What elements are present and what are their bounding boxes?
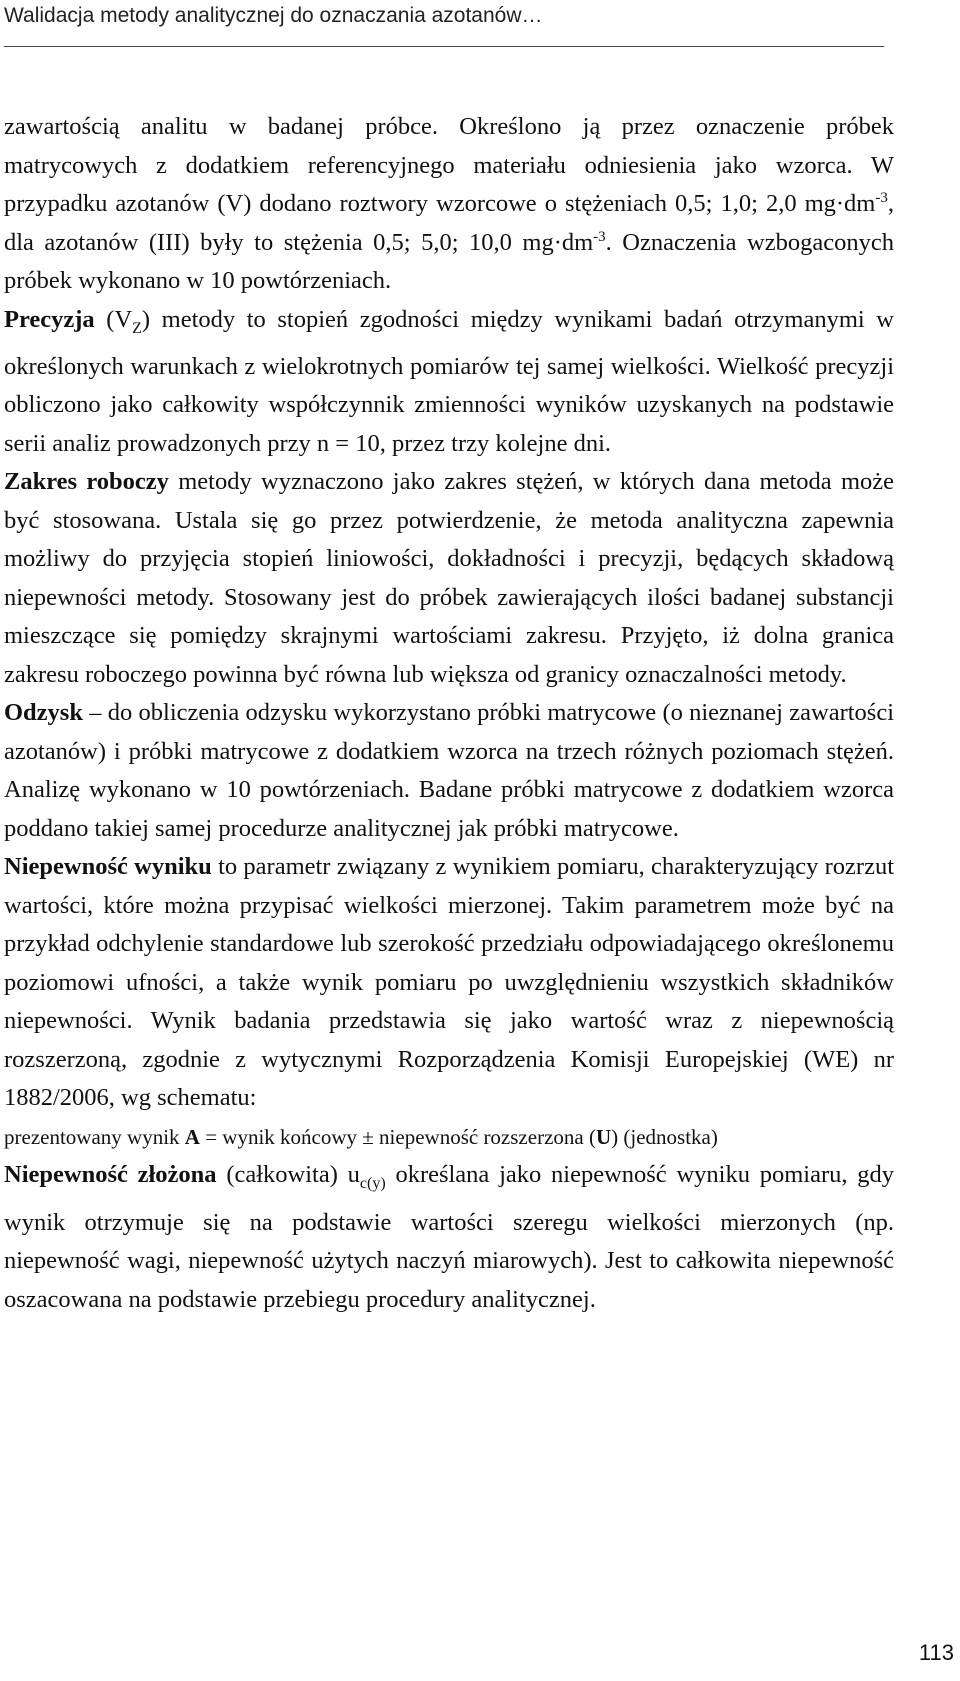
text-run: zawartością analitu w badanej próbce. Określono ją przez oznaczenie próbek matrycowych z dodatkiem referencyjnego materiału odniesienia jako wzorca. W przypadku azotanów (V) dodano roztwory wzorcowe o stężeniach 0,5; 1,0; 2,0 mg·dm: [4, 113, 894, 217]
paragraph-precision: [4, 301, 894, 464]
header-rule: [4, 46, 884, 47]
text-run: to parametr związany z wynikiem pomiaru, charakteryzujący rozrzut wartości, które można przypisać wielkości mierzonej. Takim parametrem może być na przykład odchylenie standardowe lub szerokość przedziału odpowiadającego określonemu poziomowi ufności, a także wynik pomiaru po uwzględnieniu wszystkich składników niepewności. Wynik badania przedstawia się jako wartość wraz z niepewnością rozszerzoną, zgodnie z wytycznymi Rozporządzenia Komisji Europejskiej (WE) nr 1882/2006, wg schematu:: [4, 853, 895, 1112]
text-run: (V: [94, 305, 133, 333]
term-precision: Precyzja: [4, 305, 95, 333]
running-header-title: Walidacja metody analitycznej do oznaczania azotanów…: [4, 4, 543, 27]
text-run: prezentowany wynik: [4, 1124, 185, 1149]
text-run: (całkowita) u: [216, 1161, 360, 1189]
text-run: = wynik końcowy ± niepewność rozszerzona (: [199, 1124, 596, 1149]
term-recovery: Odzysk: [4, 699, 83, 727]
paragraph-spiked-samples: [4, 108, 894, 301]
subscript: Z: [132, 319, 142, 337]
term-working-range: Zakres roboczy: [4, 468, 169, 496]
text-run: ) (jednostka): [611, 1124, 718, 1149]
text-run: – do obliczenia odzysku wykorzystano próbki matrycowe (o nieznanej zawartości azotanów) i próbki matrycowe z dodatkiem wzorca na trzech różnych poziomach stężeń. Analizę wykonano w 10 powtórzeniach. Badane próbki matrycowe z dodatkiem wzorca poddano takiej samej procedurze analitycznej jak próbki matrycowe.: [4, 699, 894, 842]
subscript: c(y): [359, 1175, 386, 1193]
paragraph-combined-uncertainty: [4, 1156, 894, 1319]
text-run: ) metody to stopień zgodności między wynikami badań otrzymanymi w określonych warunkach z wielokrotnych pomiarów tej samej wielkości. Wielkość precyzji obliczono jako całkowity współczynnik zmienności wyników uzyskanych na podstawie serii analiz prowadzonych przy n = 10, przez trzy kolejne dni.: [4, 305, 894, 457]
paragraph-working-range: [4, 463, 894, 694]
text-run: . Oznaczenia wzbogaconych próbek wykonano w 10 powtórzeniach.: [4, 228, 894, 294]
formula-symbol-u: U: [595, 1124, 612, 1149]
result-formula: [4, 1118, 894, 1157]
superscript: -3: [593, 228, 606, 245]
text-run: metody wyznaczono jako zakres stężeń, w których dana metoda może być stosowana. Ustala się go przez potwierdzenie, że metoda analityczna zapewnia możliwy do przyjęcia stopień liniowości, dokładności i precyzji, będących składową niepewności metody. Stosowany jest do próbek zawierających ilości badanej substancji mieszczące się pomiędzy skrajnymi wartościami zakresu. Przyjęto, iż dolna granica zakresu roboczego powinna być równa lub większa od granicy oznaczalności metody.: [4, 468, 894, 688]
term-combined-uncertainty: Niepewność złożona: [4, 1161, 217, 1189]
paragraph-recovery: [4, 694, 894, 848]
term-result-uncertainty: Niepewność wyniku: [4, 853, 212, 881]
text-run: , dla azotanów (III) były to stężenia 0,5; 5,0; 10,0 mg·dm: [4, 190, 894, 256]
page-number: 113: [918, 1640, 954, 1665]
text-run: określana jako niepewność wyniku pomiaru, gdy wynik otrzymuje się na podstawie wartości szeregu wielkości mierzonych (np. niepewność wagi, niepewność użytych naczyń miarowych). Jest to całkowita niepewność oszacowana na podstawie przebiegu procedury analitycznej.: [4, 1161, 894, 1313]
paragraph-result-uncertainty: [4, 848, 894, 1118]
superscript: -3: [875, 189, 888, 206]
formula-symbol-a: A: [184, 1124, 200, 1149]
body-text: [4, 108, 894, 1319]
